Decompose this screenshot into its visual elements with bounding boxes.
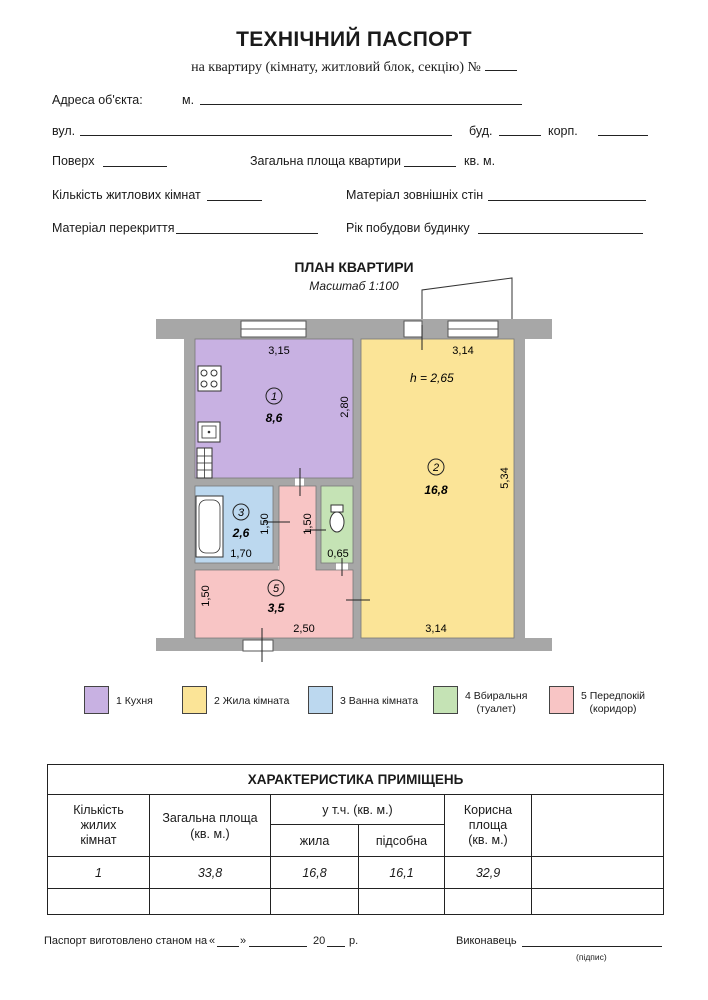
year-suffix: р. [349,935,359,947]
cell-blank[interactable] [48,889,150,915]
col-header-total [150,795,271,857]
cell-blank[interactable] [445,889,532,915]
year-prefix: 20 [313,935,326,947]
cell-blank[interactable] [271,889,359,915]
plan-scale: Масштаб 1:100 [309,279,399,293]
address-label: Адреса об'єкта: [52,93,143,107]
date-month-field[interactable] [249,946,307,947]
wall-kitchen-bottom-2 [304,478,357,486]
stove-icon [198,366,221,391]
dim-kitchen-height: 2,80 [339,396,351,418]
date-open-quote: « [209,935,216,947]
bathtub-icon [196,496,223,557]
legend-swatch [182,686,207,714]
ceiling-material-label: Матеріал перекриття [52,221,175,235]
cell-blank[interactable] [150,889,271,915]
characteristics-table [47,764,664,915]
dim-bath-width: 1,70 [230,548,252,560]
document-title: ТЕХНІЧНИЙ ПАСПОРТ [236,28,472,51]
dim-living-height: 5,34 [499,467,511,489]
legend-swatch [433,686,458,714]
wall-kitchen-bottom [190,478,295,486]
col-header-total-1: Загальна площа [162,810,258,825]
legend-label [581,690,645,716]
col-header-rooms [48,795,150,857]
room-2-area: 16,8 [424,483,448,497]
cell-blank[interactable] [532,889,664,915]
col-header-rooms-2: жилих [80,818,117,832]
col-header-living: жила [271,825,359,857]
room-1-area: 8,6 [265,411,283,425]
legend-label: 2 Жила кімната [214,695,290,707]
street-label: вул. [52,124,76,138]
room-5-number: 5 [272,583,280,595]
col-header-useful-2: площа [468,818,508,832]
dim-bath-height: 1,50 [259,513,271,535]
col-header-rooms-1: Кількість [73,803,124,817]
city-prefix: м. [182,93,195,107]
toilet-icon [330,505,344,532]
plan-title: ПЛАН КВАРТИРИ [294,259,414,275]
legend-label-line1: 5 Передпокій [581,690,646,702]
room-1-number: 1 [270,391,278,403]
wall-material-label: Матеріал зовнішніх стін [346,188,484,202]
legend-label: 1 Кухня [116,695,153,707]
room-2-number: 2 [432,462,440,474]
house-label: буд. [469,124,493,138]
date-close-quote: » [240,935,247,947]
col-header-aux: підсобна [359,825,445,857]
dim-toilet-width: 0,65 [327,548,349,560]
entrance-opening [243,640,273,651]
col-header-total-2: (кв. м.) [190,826,230,841]
floor-label: Поверх [52,154,95,168]
cell-useful: 32,9 [445,857,532,889]
dim-kitchen-width: 3,15 [268,345,290,357]
col-header-useful-1: Корисна [463,803,513,817]
legend-label: 3 Ванна кімната [340,695,419,707]
subtitle-text: на квартиру (кімнату, житловий блок, секцію) № [191,60,481,75]
build-year-label: Рік побудови будинку [346,221,470,235]
col-header-including: у т.ч. (кв. м.) [271,795,445,825]
dim-hall-width: 2,50 [293,623,315,635]
wall-bath-right [273,482,279,566]
prepared-label: Паспорт виготовлено станом на [44,935,208,947]
legend-label-line1: 4 Вбиральня [465,690,528,702]
table-row [48,889,664,915]
cell-aux: 16,1 [359,857,445,889]
rooms-count-label: Кількість житлових кімнат [52,188,201,202]
dim-hall-height: 1,50 [200,585,212,607]
col-header-rooms-3: кімнат [80,833,117,847]
executor-label: Виконавець [456,935,517,947]
table-title: ХАРАКТЕРИСТИКА ПРИМІЩЕНЬ [48,765,664,795]
cell-living: 16,8 [271,857,359,889]
total-area-label: Загальна площа квартири [250,154,401,168]
room-5-area: 3,5 [267,601,285,615]
dim-toilet-height: 1,50 [302,513,314,535]
wall-bath-bottom [190,563,278,570]
wall-toilet-bottom-2 [348,563,358,570]
wall-kitchen-living [353,334,361,640]
wall-toilet-left [316,482,321,566]
legend-label-line2: (туалет) [476,703,516,715]
legend-label [465,690,527,716]
wall-right [514,330,525,642]
room-kitchen [195,339,353,478]
cell-blank[interactable] [359,889,445,915]
signature-hint: (підпис) [576,952,607,962]
executor-signature-field[interactable] [522,946,662,947]
col-header-empty [532,795,664,857]
dim-living-top: 3,14 [452,345,474,357]
col-header-useful-3: (кв. м.) [468,833,508,847]
living-window [404,321,422,337]
table-row [48,857,664,889]
cell-empty [532,857,664,889]
block-label: корп. [548,124,578,138]
legend-swatch [308,686,333,714]
date-year-field[interactable] [327,946,345,947]
total-area-unit: кв. м. [464,154,496,168]
cell-rooms: 1 [48,857,150,889]
date-day-field[interactable] [217,946,239,947]
room-3-number: 3 [237,507,245,519]
col-header-useful [445,795,532,857]
radiator-icon [197,448,212,478]
ceiling-height-label: h = 2,65 [410,371,454,385]
dim-living-bottom: 3,14 [425,623,447,635]
cell-total: 33,8 [150,857,271,889]
legend-swatch [84,686,109,714]
legend-label-line2: (коридор) [589,703,637,715]
wall-toilet-bottom [316,563,336,570]
room-3-area: 2,6 [232,526,250,540]
kitchen-sink-icon [198,422,220,442]
legend-swatch [549,686,574,714]
